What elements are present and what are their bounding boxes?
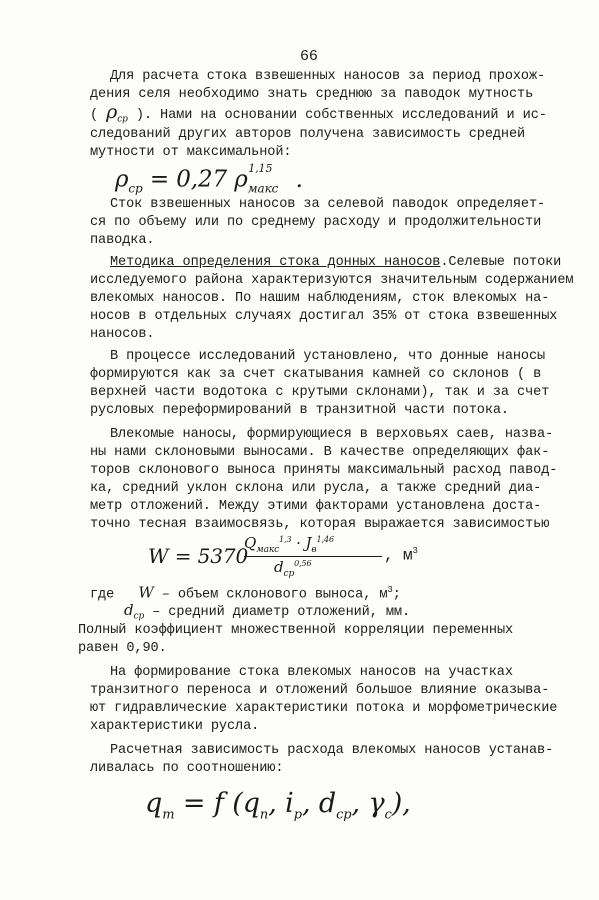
p7-line-1: На формирование стока влекомых наносов на участках	[110, 665, 513, 680]
p2-line-2: ся по объему или по среднему расходу и продолжительности	[90, 215, 542, 230]
p5-line-3: торов склонового выноса приняты максимальный расход павод-	[90, 463, 558, 478]
p6-line-1: Полный коэффициент множественной корреляции переменных	[78, 623, 514, 638]
where-line-2: $d_{ср}$ – средний диаметр отложений, мм.	[124, 601, 411, 622]
p6-line-2: равен 0,90.	[78, 641, 167, 656]
p1-line-5: мутности от максимальной:	[90, 145, 292, 160]
p4-line-4: русловых переформирований в транзитной части потока.	[90, 403, 509, 418]
p8-line-1: Расчетная зависимость расхода влекомых наносов устанав-	[110, 743, 554, 758]
p5-line-2: ны нами склоновыми выносами. В качестве определяющих фак-	[90, 445, 550, 460]
p7-line-2: транзитного переноса и отложений большое влияние оказыва-	[90, 683, 550, 698]
p4-line-1: В процессе исследований установлено, что донные наносы	[110, 349, 546, 364]
p1-line-3: ( $\rho_{ср}$ ). Нами на основании собственных исследований и ис-	[90, 101, 547, 125]
p7-line-3: ют гидравлические характеристики потока и морфометрические	[90, 701, 558, 716]
page-number: 66	[300, 48, 318, 65]
p1-line-4: следований других авторов получена зависимость средней	[90, 127, 526, 142]
formula2-denominator: $d_{ср}^{0,56}$	[274, 558, 312, 579]
fraction-bar	[244, 556, 382, 557]
p3-line-5: наносов.	[90, 327, 155, 342]
p8-line-2: ливалась по соотношению:	[90, 761, 284, 776]
p5-line-4: ка, средний уклон склона или русла, а также средний диа-	[90, 481, 542, 496]
p5-line-1: Влекомые наносы, формирующиеся в верховьях саев, назва-	[110, 427, 554, 442]
p2-line-1: Сток взвешенных наносов за селевой паводок определяет-	[110, 197, 546, 212]
formula2-numerator: $Q_{макс}^{1,3} \cdot J_в^{1,46}$	[244, 534, 334, 555]
where-line-1: где W – объем склонового выноса, $м^3$;	[90, 583, 401, 603]
p1-line-2: дения селя необходимо знать среднюю за паводок мутность	[90, 87, 534, 102]
formula-mean-turbidity: $\rho_{ср} = 0,27$ $\rho_{макс}^{1,15}$ .	[115, 162, 303, 196]
p5-line-5: метр отложений. Между этими факторами установлена доста-	[90, 499, 542, 514]
formula-bedload-discharge: $q_т = f$ ($q_п$, $i_р$, $d_{ср}$, $\gamma_с$),	[145, 788, 411, 823]
p3-line-3: влекомых наносов. По нашим наблюдениям, сток влекомых на-	[90, 291, 550, 306]
p3-line-1: Методика определения стока донных наносов.Селевые потоки	[110, 255, 562, 270]
p5-line-6: точно тесная взаимосвязь, которая выражается зависимостью	[90, 517, 550, 532]
formula-slope-yield: W = 5370 $Q_{макс}^{1,3} \cdot J_в^{1,46}$ $d_{ср}^{0,56}$ , $м^3$	[148, 534, 418, 579]
p2-line-3: паводка.	[90, 233, 155, 248]
p3-line-4: носов в отдельных случаях достигал 35% от стока взвешенных	[90, 309, 558, 324]
p3-line-2: исследуемого района характеризуются значительным содержанием	[90, 273, 574, 288]
p1-line-1: Для расчета стока взвешенных наносов за период прохож-	[110, 69, 546, 84]
p4-line-3: верхней части водотока с крутыми склонами), так и за счет	[90, 385, 550, 400]
p7-line-4: характеристики русла.	[90, 719, 260, 734]
p4-line-2: формируются как за счет скатывания камней со склонов ( в	[90, 367, 542, 382]
section-heading: Методика определения стока донных наносов	[110, 255, 441, 270]
